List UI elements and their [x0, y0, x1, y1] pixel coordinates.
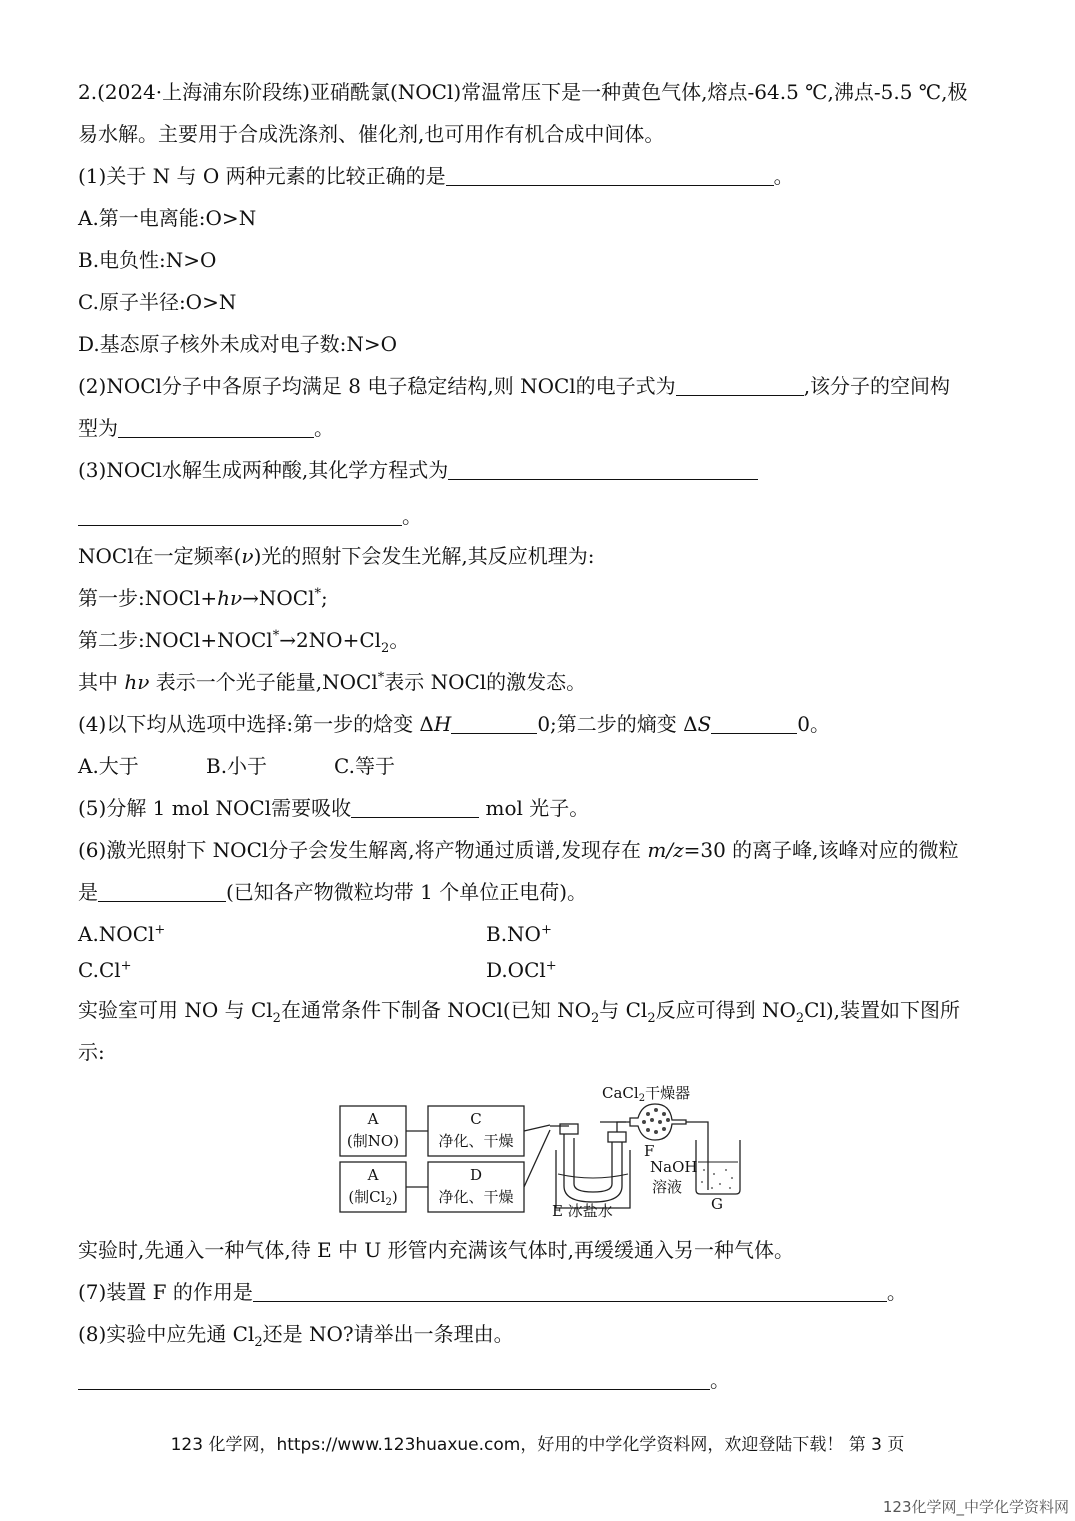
- q6-option-b-base: B.NO: [486, 922, 541, 946]
- q3-line1: [78, 456, 758, 484]
- label-solution: 溶液: [652, 1178, 683, 1196]
- label-naoh: NaOH: [650, 1158, 698, 1176]
- q6-option-d-base: D.OCl: [486, 958, 546, 982]
- q3-period: 。: [402, 504, 422, 528]
- lab-b: 在通常条件下制备 NOCl(已知 NO: [280, 998, 591, 1022]
- q3-equation-blank-1[interactable]: [448, 459, 758, 480]
- q2-electron-formula-blank[interactable]: [676, 375, 804, 396]
- box-a-cl2-close: ): [391, 1188, 398, 1206]
- q5-line: [78, 794, 589, 822]
- q4-a: (4)以下均从选项中选择:第一步的焓变 Δ: [78, 712, 434, 736]
- q4-s: S: [697, 712, 712, 736]
- q6-mz: m/z: [647, 838, 684, 862]
- q4-h: H: [433, 712, 452, 736]
- q8-sub: 2: [254, 1335, 263, 1350]
- q7-period: 。: [886, 1280, 907, 1304]
- q6-b: =30 的离子峰,该峰对应的微粒: [683, 838, 959, 862]
- q8-b: 还是 NO?请举出一条理由。: [262, 1322, 514, 1346]
- lab-c: 与 Cl: [599, 998, 648, 1022]
- lab-a: 实验室可用 NO 与 Cl: [78, 998, 273, 1022]
- lab-sub-1: 2: [272, 1011, 281, 1026]
- q1-period: 。: [773, 164, 794, 188]
- q3-line2: [78, 502, 422, 530]
- q6-option-b: [486, 920, 552, 948]
- lab-sub-3: 2: [647, 1011, 656, 1026]
- q6-option-d-sup: +: [545, 958, 557, 974]
- step2-star: *: [272, 628, 280, 644]
- box-a-no-bottom: (制NO): [346, 1132, 400, 1150]
- box-a-cl2-bottom: [348, 1188, 397, 1208]
- lab-sub-4: 2: [795, 1011, 805, 1026]
- mechanism-note: [78, 668, 586, 696]
- q2-line2: [78, 414, 334, 442]
- box-a-cl2-bottom-a: (制Cl: [348, 1188, 386, 1206]
- q7-answer-blank[interactable]: [253, 1281, 887, 1302]
- label-cacl2: [602, 1084, 690, 1104]
- q4-option-c: C.等于: [334, 754, 395, 778]
- note-b: 表示一个光子能量,NOCl: [149, 670, 378, 694]
- step2-a: 第二步:NOCl+NOCl: [78, 628, 273, 652]
- q1-option-c: C.原子半径:O>N: [78, 290, 237, 314]
- q8-answer-blank[interactable]: [78, 1369, 710, 1390]
- q2-text-a: (2)NOCl分子中各原子均满足 8 电子稳定结构,则 NOCl的电子式为: [78, 374, 676, 398]
- q6-d: (已知各产物微粒均带 1 个单位正电荷)。: [226, 880, 588, 904]
- label-g: G: [711, 1195, 723, 1213]
- q6-a: (6)激光照射下 NOCl分子会发生解离,将产物通过质谱,发现存在: [78, 838, 648, 862]
- lab-intro-line1: [78, 996, 960, 1024]
- note-star: *: [377, 670, 385, 686]
- q1-option-d: D.基态原子核外未成对电子数:N>O: [78, 332, 398, 356]
- q6-option-a: [78, 920, 165, 948]
- step1-hv: hν: [217, 586, 243, 610]
- q3-text: (3)NOCl水解生成两种酸,其化学方程式为: [78, 458, 449, 482]
- q1-line: [78, 162, 794, 190]
- page-footer: 123 化学网，https://www.123huaxue.com，好用的中学化学资料网，欢迎登陆下载！ 第 3 页: [170, 1435, 905, 1455]
- label-cacl2-sub: 2: [638, 1093, 646, 1104]
- q6-c: 是: [78, 880, 98, 904]
- q4-line: [78, 710, 830, 738]
- q5-b: mol 光子。: [479, 796, 590, 820]
- q8-line2: [78, 1366, 730, 1394]
- mechanism-intro: [78, 542, 594, 570]
- q7-text: (7)装置 F 的作用是: [78, 1280, 253, 1304]
- q4-b: 0;第二步的熵变 Δ: [537, 712, 698, 736]
- box-d-top: D: [469, 1166, 483, 1184]
- step1-b: →NOCl: [242, 586, 315, 610]
- question-header-line1: 2.(2024·上海浦东阶段练)亚硝酰氯(NOCl)常温常压下是一种黄色气体,熔点-64.5 ℃,沸点-5.5 ℃,极: [78, 80, 968, 104]
- q5-answer-blank[interactable]: [351, 797, 479, 818]
- note-hv: hν: [124, 670, 150, 694]
- q6-option-d: [486, 956, 557, 984]
- q8-a: (8)实验中应先通 Cl: [78, 1322, 255, 1346]
- box-c-top: C: [470, 1110, 482, 1128]
- q2-shape-blank[interactable]: [118, 417, 314, 438]
- q1-option-b: B.电负性:N>O: [78, 248, 217, 272]
- mechanism-step2: [78, 626, 409, 654]
- q4-option-a: A.大于: [78, 754, 139, 778]
- watermark-text: 123化学网_中学化学资料网: [882, 1498, 1069, 1516]
- q2-text-c: 型为: [78, 416, 118, 440]
- box-a-cl2-sub: 2: [385, 1197, 392, 1208]
- q4-entropy-blank[interactable]: [711, 713, 797, 734]
- q4-c: 0。: [797, 712, 831, 736]
- q4-enthalpy-blank[interactable]: [451, 713, 537, 734]
- note-c: 表示 NOCl的激发态。: [384, 670, 587, 694]
- box-a-no-top: A: [367, 1110, 379, 1128]
- box-d-bottom: 净化、干燥: [438, 1188, 514, 1206]
- q6-line2: [78, 878, 587, 906]
- q7-line: [78, 1278, 907, 1306]
- q6-option-a-sup: +: [154, 922, 166, 938]
- label-f: F: [644, 1142, 655, 1160]
- lab-e: Cl),装置如下图所: [804, 998, 960, 1022]
- step1-star: *: [314, 586, 321, 602]
- q6-line1: [78, 836, 959, 864]
- mechanism-intro-b: )光的照射下会发生光解,其反应机理为:: [253, 544, 595, 568]
- q2-line1: [78, 372, 950, 400]
- box-c-bottom: 净化、干燥: [438, 1132, 514, 1150]
- question-header-line2: 易水解。主要用于合成洗涤剂、催化剂,也可用作有机合成中间体。: [78, 122, 665, 146]
- q5-a: (5)分解 1 mol NOCl需要吸收: [78, 796, 352, 820]
- lab-intro-line2: 示:: [78, 1040, 105, 1064]
- q6-option-b-sup: +: [540, 922, 552, 938]
- q3-equation-blank-2[interactable]: [78, 505, 402, 526]
- q8-period: 。: [710, 1368, 730, 1392]
- label-cacl2-a: CaCl: [602, 1084, 639, 1102]
- label-cacl2-tail: 干燥器: [645, 1084, 691, 1102]
- mechanism-intro-a: NOCl在一定频率(: [78, 544, 242, 568]
- q6-option-a-base: A.NOCl: [78, 922, 155, 946]
- label-e: E 冰盐水: [552, 1202, 613, 1220]
- lab-sub-2: 2: [590, 1011, 600, 1026]
- lab-d: 反应可得到 NO: [655, 998, 796, 1022]
- q6-option-c: [78, 956, 132, 984]
- apparatus-diagram: [330, 1078, 750, 1220]
- q6-answer-blank[interactable]: [98, 881, 226, 902]
- beaker-g: [696, 1140, 740, 1194]
- q6-option-c-sup: +: [120, 958, 132, 974]
- experiment-text: 实验时,先通入一种气体,待 E 中 U 形管内充满该气体时,再缓缓通入另一种气体。: [78, 1238, 794, 1262]
- q8-line1: [78, 1320, 514, 1348]
- q6-option-c-base: C.Cl: [78, 958, 121, 982]
- q2-text-b: ,该分子的空间构: [803, 374, 951, 398]
- q1-text: (1)关于 N 与 O 两种元素的比较正确的是: [78, 164, 446, 188]
- q2-period: 。: [314, 416, 334, 440]
- step2-period: 。: [389, 628, 410, 652]
- note-a: 其中: [78, 670, 125, 694]
- step2-sub: 2: [381, 641, 390, 656]
- beaker-e: [556, 1150, 630, 1208]
- q1-option-a: A.第一电离能:O>N: [78, 206, 257, 230]
- nu-symbol: ν: [241, 544, 254, 568]
- step1-c: ;: [321, 586, 328, 610]
- mechanism-step1: [78, 584, 328, 612]
- box-a-cl2-top: A: [367, 1166, 379, 1184]
- step1-a: 第一步:NOCl+: [78, 586, 218, 610]
- q4-option-b: B.小于: [206, 754, 268, 778]
- q1-answer-blank[interactable]: [446, 165, 774, 186]
- step2-b: →2NO+Cl: [279, 628, 382, 652]
